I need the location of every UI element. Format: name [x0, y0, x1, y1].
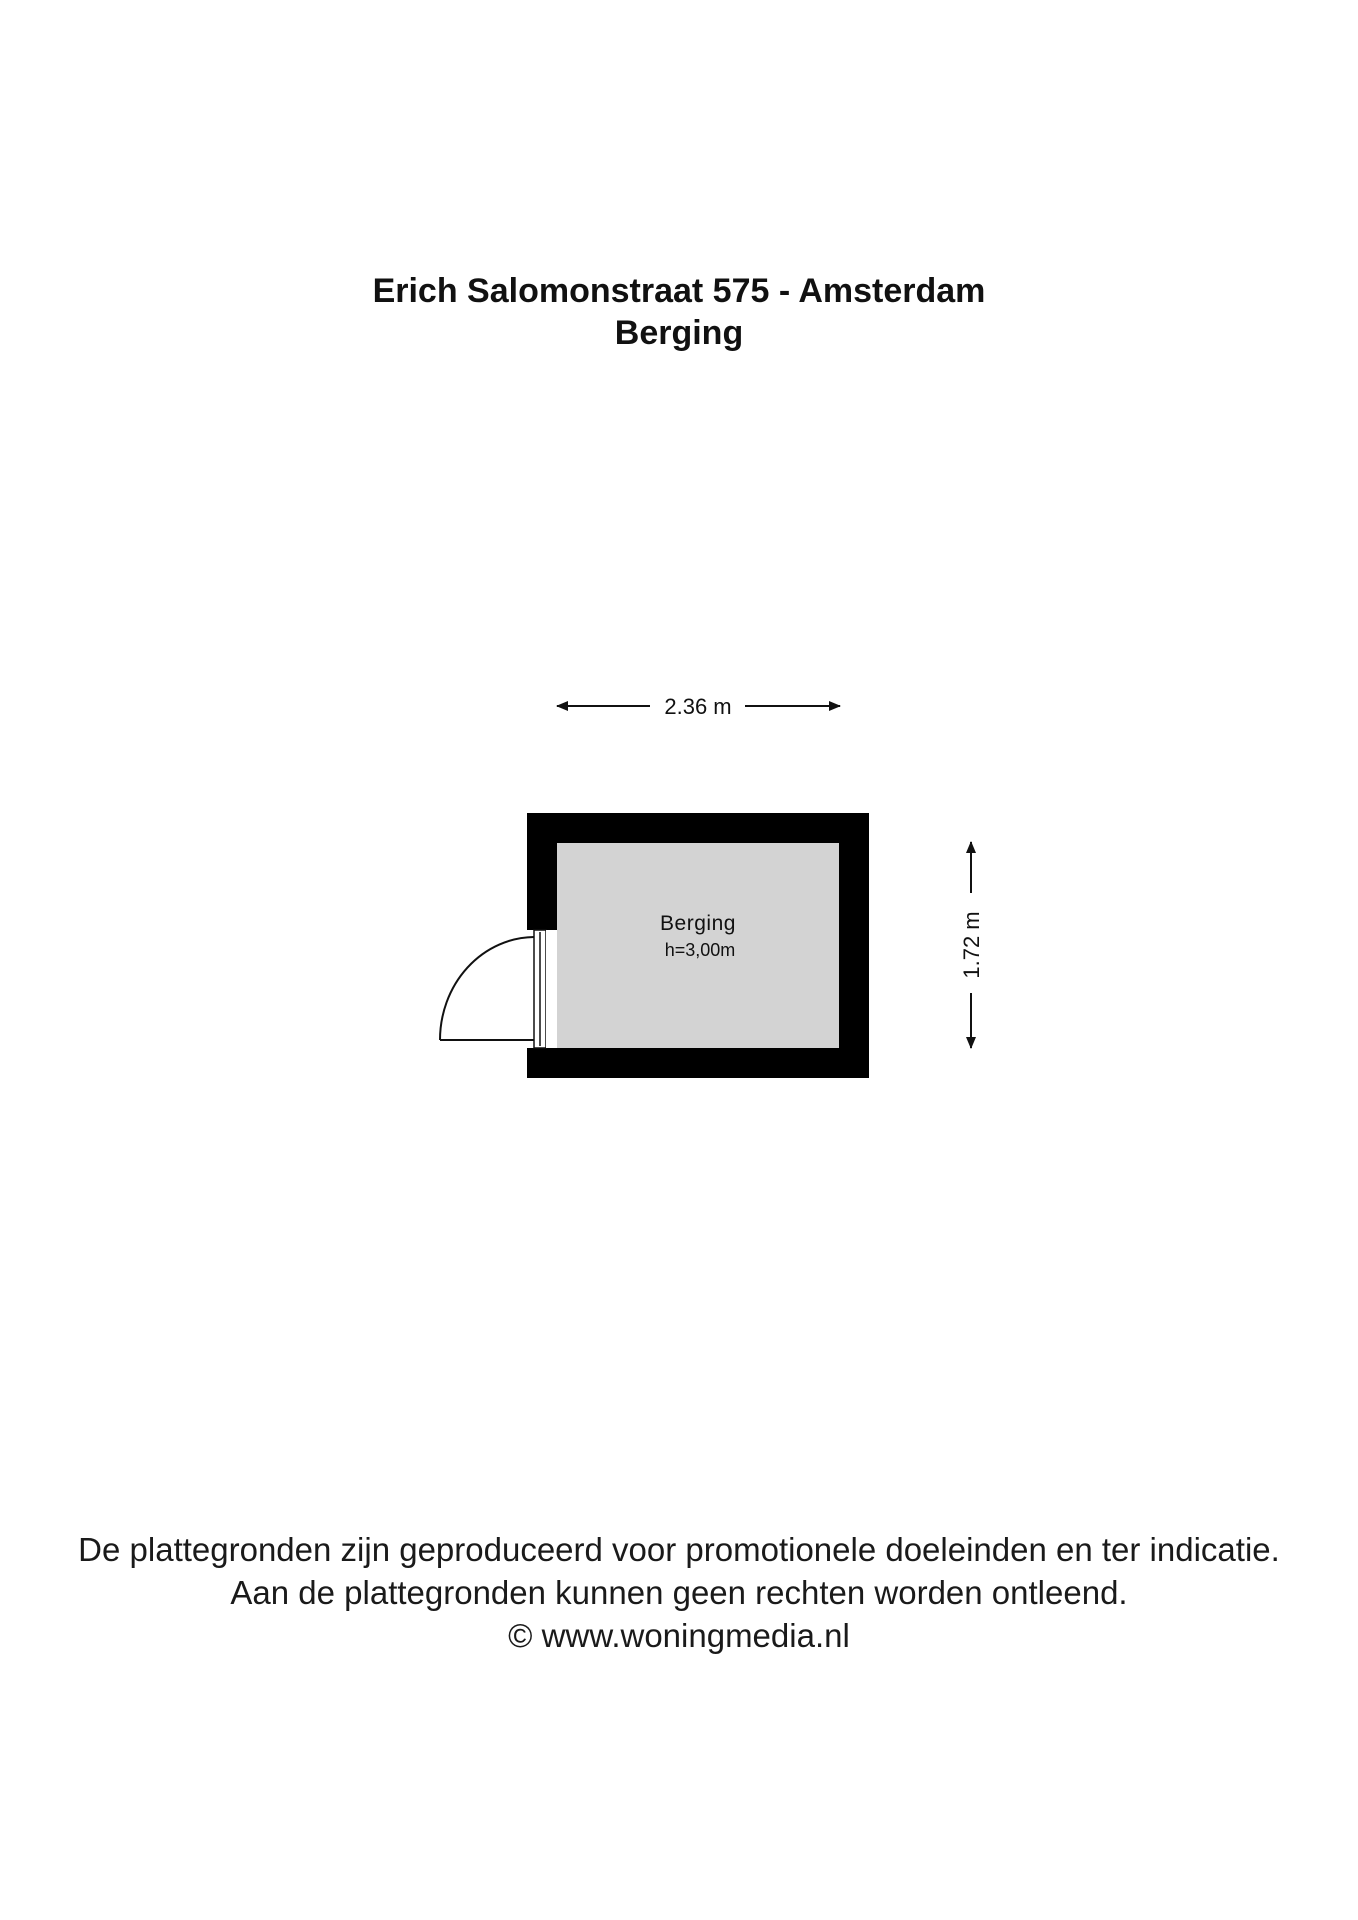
width-dimension — [557, 694, 840, 719]
width-dimension-label: 2.36 m — [664, 694, 732, 719]
disclaimer-line-2: Aan de plattegronden kunnen geen rechten worden ontleend. — [230, 1574, 1128, 1611]
disclaimer-line-1: De plattegronden zijn geproduceerd voor promotionele doeleinden en ter indicatie. — [78, 1531, 1280, 1568]
floor-name: Berging — [614, 314, 744, 352]
door-swing-arc — [440, 937, 534, 1040]
copyright-line: © www.woningmedia.nl — [508, 1617, 850, 1654]
plan-title: Erich Salomonstraat 575 - Amsterdam — [372, 272, 986, 310]
room-height: h=3,00m — [664, 940, 736, 960]
room-name: Berging — [660, 912, 736, 935]
door — [440, 930, 557, 1048]
height-dimension-label: 1.72 m — [959, 911, 984, 979]
height-dimension — [959, 842, 984, 1048]
